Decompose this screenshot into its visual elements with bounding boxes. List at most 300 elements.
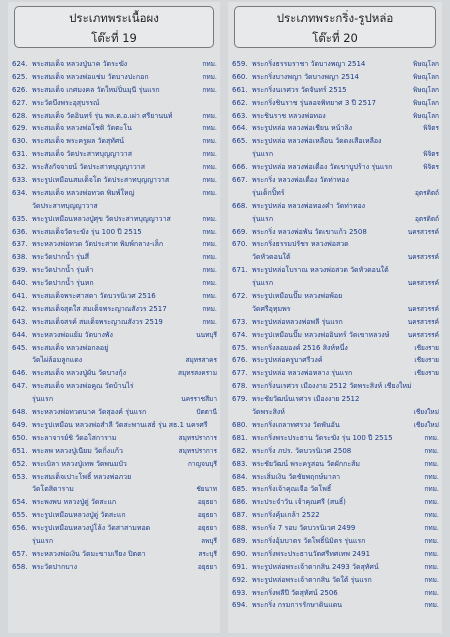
entry-text: พระสมเด็จวัดระฆัง รุ่น 100 ปี 2515 [32,227,142,236]
list-item [228,432,442,445]
entry-text: พระกริ่ง ภปร. วัดบวรนิเวศ 2508 [252,446,352,455]
list-item [8,213,220,226]
entry-text: พระสมเด็จสุดใส สมเด็จพระญาณสังวร 2517 [32,304,167,313]
entry-location: พิษณุโลก [412,111,439,120]
entry-number: 628. [12,111,28,120]
entry-text: พระชัยวัฒน์นเรศวร เมืองงาย 2512 [252,395,360,404]
list-item [228,290,442,303]
list-item [8,471,220,484]
list-item [228,238,442,251]
entry-number: 651. [12,446,28,455]
entry-text: พระรูปเหมือนสมเด็จโต วัดประสาทบุญญาวาส [32,176,170,185]
entry-number: 654. [12,498,28,507]
entry-text: พระกริ่งลอยองค์ 2516 สิงห์หนึ่ง [252,343,348,352]
entry-location: กทม. [424,524,439,533]
entry-number: 639. [12,266,28,275]
entry-location: ปัตตานี [196,408,217,417]
entry-text: พระวัดบึงพระอุสุบรรณ์ [32,98,100,107]
entry-text: รุ่นเด็กปิ้ทร์ [252,188,285,197]
entry-location: พิษณุโลก [412,85,439,94]
list-item [8,445,220,458]
list-item [8,329,220,342]
list-item [228,226,442,239]
entry-text: วัดพระสิงห์ [252,408,285,417]
entry-number: 676. [232,356,248,365]
entry-text: พระวัดปากบาง [32,562,78,571]
entry-text: พระกริ่ง หลวงพ่อเดื่อง วัดท่าทอง [252,176,349,185]
list-item [228,264,442,277]
entry-number: 634. [12,188,28,197]
entry-text: พระกริ่งอุ้มบาตร วัดโพธิ์นิมิตร รุ่นแรก [252,536,366,545]
entry-location: กทม. [424,588,439,597]
entry-text: พระหลวงพ่อทวดนาค วัดสุองค์ รุ่นแรก [32,408,147,417]
list-item [8,238,220,251]
entry-text: พระกริ่งธรรมปรัชร หลวงพ่อสวด [252,240,349,249]
entry-location: เชียงใหม่ [413,420,439,429]
entry-number: 693. [232,588,248,597]
entry-text: พระกริ่งพระประธาน วัดระฆัง รุ่น 100 ปี 2515 [252,433,393,442]
list-item [228,251,442,264]
entry-location: กทม. [202,317,217,326]
entry-text: พระสมเด็จเปาะโพธิ์ หลวงพ่อภวย [32,472,132,481]
entry-text: พระกริ่งนเรศวร วัดจันทร์ 2515 [252,85,347,94]
entry-number: 674. [232,330,248,339]
list-item [228,367,442,380]
entry-number: 685. [232,485,248,494]
entry-text: พระรูปหล่อ หลวงพ่อเดื่อง วัดเขาบูปร้าง รุ่นแรก [252,163,393,172]
entry-location: กทม. [202,279,217,288]
entry-location: กทม. [424,446,439,455]
entry-text: พระวัดปากน้ำ รุ่นหก [32,279,94,288]
list-item [228,200,442,213]
list-item [228,277,442,290]
entry-text: พระวัดปากน้ำ รุ่นห้า [32,266,94,275]
list-item [8,316,220,329]
entry-number: 629. [12,124,28,133]
list-item [8,380,220,393]
section-title: ประเภทพระเนื้อผง [69,11,159,25]
entry-location: กทม. [424,498,439,507]
entry-location: กทม. [202,72,217,81]
entry-location: กทม. [202,60,217,68]
list-item [8,174,220,187]
entry-number: 653. [12,472,28,481]
entry-text: พระหลวงพ่อทวด วัดประสาท พิมพ์กลาง-เล็ก [32,240,164,249]
entry-number: 664. [232,124,248,133]
list-item [228,522,442,535]
entry-text: พระสมเด็จพระศาสดา วัดบวรนิเวศ 2516 [32,292,156,301]
list-item [8,226,220,239]
list-item [228,58,442,71]
list-item [8,367,220,380]
list-item [8,290,220,303]
list-item [228,509,442,522]
entry-number: 635. [12,214,28,223]
entry-text: พระกริ่งนเรศวร เมืองงาย 2512 วัดพระสิงห์ เชียงใหม่ [252,382,412,391]
entry-list [228,58,442,612]
entry-number: 673. [232,317,248,326]
list-item [228,187,442,200]
entry-number: 694. [232,601,248,610]
entry-location: พิษณุโลก [412,72,439,81]
entry-number: 689. [232,536,248,545]
entry-location: สมุทรสาคร [185,356,217,365]
list-item [8,148,220,161]
list-item [8,393,220,406]
entry-location: สมุทรปราการ [178,433,217,442]
list-item [8,71,220,84]
entry-number: 672. [232,292,248,301]
entry-location: อุตรดิตถ์ [415,188,439,197]
entry-location: กาญจนบุรี [188,459,217,468]
entry-text: พระรูปเหมือนหลวงปู่โล้ง วัดสาสามทอด [32,524,151,533]
entry-text: พระสมเด็จ หลวงพ่อกลอยู่ [32,343,109,352]
entry-text: วัดหัวดอนใต้ [252,253,291,262]
entry-location: กทม. [424,485,439,494]
entry-number: 648. [12,408,28,417]
entry-number: 624. [12,60,28,68]
list-item [228,329,442,342]
entry-location: นครสวรรค์ [407,330,439,339]
entry-number: 669. [232,227,248,236]
entry-text: พระเบิลา หลวงปู่เทพ วัดพนมบัว [32,459,127,468]
entry-text: พระลาจารย์ชิ วัดอโสการาม [32,433,117,442]
entry-location: กทม. [202,266,217,275]
entry-text: พระกริ่งธรรมราชา วัดบางพญา 2514 [252,60,366,68]
entry-location: กทม. [202,150,217,159]
entry-number: 637. [12,240,28,249]
entry-location: นครราชสีมา [181,395,217,404]
entry-location: สมุทรปราการ [178,446,217,455]
entry-location: นครสวรรค์ [407,317,439,326]
list-item [8,548,220,561]
entry-location: ชัยนาท [196,485,217,494]
list-item [228,599,442,612]
entry-location: กทม. [202,176,217,185]
entry-text: พระสมเด็จ วัดประสาทบุญญาวาส [32,150,132,159]
entry-number: 660. [232,72,248,81]
entry-location: นครสวรรค์ [407,304,439,313]
list-item [8,303,220,316]
entry-number: 679. [232,395,248,404]
list-item [228,535,442,548]
entry-location: กทม. [202,304,217,313]
entry-text: พระสมเด็จสรค์ สมเด็จพระญาณสังวร 2519 [32,317,163,326]
entry-number: 633. [12,176,28,185]
entry-location: อุตรดิตถ์ [415,214,439,223]
entry-location: พิษณุโลก [412,98,439,107]
list-item [8,458,220,471]
list-item [228,122,442,135]
entry-number: 678. [232,382,248,391]
entry-location: เชียงใหม่ [413,408,439,417]
entry-text: พระลพ หลวงปู่เนียม วัดกิ่งแก้ว [32,446,123,455]
list-item [8,561,220,574]
entry-number: 650. [12,433,28,442]
list-item [8,496,220,509]
entry-number: 675. [232,343,248,352]
entry-number: 662. [232,98,248,107]
entry-text: พระกริ่งชินราช รุ่นลอจพิทยาศ 3 ปี 2517 [252,98,376,107]
entry-text: พระประจำวัน เจ้าคุณศรี (สนธิ์) [252,498,346,507]
entry-location: พิจิตร [423,163,439,172]
entry-text: วัดไผ่ล้อมลูกแดง [32,356,83,365]
entry-text: พระรูปหล่อโบราณ หลวงพ่อสวด วัดหัวดอนใต้ [252,266,389,275]
entry-location: กทม. [424,459,439,468]
entry-number: 641. [12,292,28,301]
entry-text: วัดประสาทบุญญาวาส [32,201,98,210]
entry-number: 656. [12,524,28,533]
list-item [8,509,220,522]
list-item [228,161,442,174]
entry-location: นครสวรรค์ [407,279,439,288]
list-item [228,458,442,471]
entry-text: วัดศรีอุทุมพร [252,304,291,313]
entry-location: อยุธยา [197,524,217,533]
entry-number: 652. [12,459,28,468]
entry-location: กทม. [202,214,217,223]
entry-location: กทม. [202,227,217,236]
entry-location: กทม. [424,433,439,442]
entry-number: 646. [12,369,28,378]
entry-location: กทม. [424,562,439,571]
entry-location: กทม. [424,472,439,481]
entry-location: นนทบุรี [196,330,217,339]
entry-number: 631. [12,150,28,159]
entry-location: เชียงราย [414,356,439,365]
entry-text: พระกริ่งพลีปี วัดสุทัศน์ 2506 [252,588,338,597]
entry-location: พิษณุโลก [412,60,439,68]
entry-text: พระรูปหล่อพระเจ้าตากสิน วัดใต้ รุ่นแรก [252,575,372,584]
entry-location: กทม. [424,575,439,584]
entry-text: รุ่นแรก [32,395,54,404]
table-number: โต๊ะที่ 20 [312,31,358,45]
entry-number: 644. [12,330,28,339]
list-item [8,419,220,432]
list-item [228,354,442,367]
entry-number: 640. [12,279,28,288]
entry-location: กทม. [202,111,217,120]
entry-location: พิจิตร [423,124,439,133]
entry-number: 670. [232,240,248,249]
list-item [8,58,220,71]
list-item [8,161,220,174]
entry-text: พระรูปหล่อครูบาศรีวงค์ [252,356,323,365]
entry-text: พระรูปเหมือนหลวงปู่ดู่ วัดสะแก [32,511,126,520]
entry-location: นครสวรรค์ [407,227,439,236]
list-item [228,110,442,123]
entry-number: 661. [232,85,248,94]
list-item [228,419,442,432]
entry-location: สมุทรสงคราม [178,369,217,378]
entry-location: พิจิตร [423,150,439,159]
column-right [228,2,442,633]
entry-text: พระสมเด็จ หลวงพ่อทวด พิมพ์ใหญ่ [32,188,135,197]
entry-text: พระชินราช หลวงพ่อทอง [252,111,326,120]
list-item [8,110,220,123]
entry-number: 683. [232,459,248,468]
entry-text: พระกริ่งบางพญา วัดบางพญา 2514 [252,72,359,81]
list-item [8,135,220,148]
list-item [228,471,442,484]
entry-location: อยุธยา [197,562,217,571]
entry-text: พระสมเด็จ หลวงพ่อโชติ วัดตะโน [32,124,132,133]
list-item [8,200,220,213]
entry-location: กทม. [202,85,217,94]
list-item [8,354,220,367]
entry-location: อยุธยา [197,511,217,520]
entry-text: พระรูปหล่อพระเจ้าตากสิน 2493 วัดสุทัศน์ [252,562,379,571]
entry-location: สระบุรี [198,549,217,558]
list-item [8,432,220,445]
table-number: โต๊ะที่ 19 [91,31,137,45]
entry-number: 690. [232,549,248,558]
entry-text: พระรูปหล่อ หลวงพ่อหลาง รุ่นแรก [252,369,353,378]
list-item [228,574,442,587]
entry-number: 645. [12,343,28,352]
entry-text: รุ่นแรก [252,214,274,223]
entry-text: พระวัดปากน้ำ รุ่นสี่ [32,253,89,262]
entry-text: พระกริ่งเจ้าคุณเจือ วัดโพธิ์ [252,485,332,494]
column-header [14,6,214,48]
entry-text: พระกริ่งคุ้มเกล้า 2522 [252,511,320,520]
entry-number: 687. [232,511,248,520]
entry-location: เชียงราย [414,343,439,352]
entry-text: พระกริ่ง 7 รอบ วัดบวรนิเวศ 2499 [252,524,356,533]
entry-text: พระกริ่ง หลวงพ่อพัน วัดเขาแก้ว 2508 [252,227,367,236]
entry-number: 668. [232,201,248,210]
entry-location: กทม. [202,240,217,249]
entry-text: พระรูปหล่อ หลวงพ่อเหลือน วัดดงเสือเหลือง [252,137,382,146]
entry-number: 643. [12,317,28,326]
entry-number: 682. [232,446,248,455]
list-item [228,445,442,458]
entry-text: พระรูปเหมือนปั๊ม หลวงพ่อพ้อย [252,292,343,301]
entry-text: พระชัยวัฒน์ พระครูสอน วัดผักกะส้ม [252,459,361,468]
entry-number: 632. [12,163,28,172]
entry-list [8,58,220,574]
section-title: ประเภทพระกริ่ง-รูปหล่อ [276,11,394,25]
entry-text: พระรูปเหมือน หลวงพ่อสำลี วัดสะพานเสธ์ รุ่น สธ.1 นครศรี [32,420,208,429]
entry-location: กทม. [202,137,217,146]
list-item [8,277,220,290]
entry-text: พระรูปเหมือนปั๊ม หลวงพ่ออินทร์ วัดเขาหลวงษ์ [252,330,390,339]
list-item [228,587,442,600]
list-item [8,483,220,496]
entry-location: กทม. [424,601,439,610]
entry-text: พระสมเด็จ หลวงปู่นาค วัดระฆัง [32,60,128,68]
column-header [234,6,436,48]
entry-location: กทม. [202,124,217,133]
list-item [228,303,442,316]
list-item [8,535,220,548]
list-item [228,71,442,84]
entry-text: พระเสิ่มเงิน วัดชัยพฤกษ์มาลา [252,472,341,481]
entry-text: พระสมเด็จ หลวงพ่อคูณ วัดบ้านไร่ [32,382,134,391]
list-item [228,380,442,393]
entry-location: กทม. [202,253,217,262]
list-item [8,122,220,135]
list-item [228,135,442,148]
list-item [8,251,220,264]
entry-number: 626. [12,85,28,94]
list-item [228,342,442,355]
entry-number: 636. [12,227,28,236]
entry-number: 681. [232,433,248,442]
entry-location: กทม. [202,163,217,172]
entry-location: กทม. [424,536,439,545]
list-item [228,84,442,97]
entry-text: พระหลวงพ่อเงิน วัดมะขามเรียง ปิตตา [32,549,146,558]
entry-number: 642. [12,304,28,313]
list-item [8,97,220,110]
entry-number: 692. [232,575,248,584]
entry-text: พระรูปหล่อหลวงพ่อพลี รุ่นแรก [252,317,343,326]
entry-location: กทม. [424,511,439,520]
entry-location: เชียงราย [414,369,439,378]
list-item [228,393,442,406]
list-item [228,174,442,187]
entry-text: พระสมเด็จ หลวงปู่ผัน วัดบางกุ้ง [32,369,127,378]
entry-number: 671. [232,266,248,275]
list-item [228,213,442,226]
entry-number: 691. [232,562,248,571]
entry-text: พระกริ่งเถลาทศรวง วัดพันอัน [252,420,340,429]
entry-number: 647. [12,382,28,391]
list-item [228,148,442,161]
list-item [228,496,442,509]
entry-number: 666. [232,163,248,172]
entry-location: กทม. [424,549,439,558]
list-item [8,264,220,277]
list-item [228,316,442,329]
entry-number: 649. [12,420,28,429]
entry-number: 684. [232,472,248,481]
entry-text: วัดโตสิดาราม [32,485,74,494]
entry-text: พระสมเด็จ พระครูผล วัดสุทัศน์ [32,137,125,146]
entry-text: รุ่นแรก [32,536,54,545]
entry-text: พระรูปเหมือนหลวงปู่ศุข วัดประสาทบุญญาวาส [32,214,171,223]
entry-text: พระกริ่ง กรมการรักษาดินแดน [252,601,343,610]
list-item [228,561,442,574]
entry-number: 667. [232,176,248,185]
entry-number: 630. [12,137,28,146]
list-item [8,187,220,200]
entry-text: รุ่นแรก [252,150,274,159]
entry-text: พระสมเด็จ วัดอินทร์ รุ่น พล.ต.อ.เผ่า ศรียานนท์ [32,111,173,120]
entry-number: 663. [232,111,248,120]
list-item [228,406,442,419]
entry-number: 680. [232,420,248,429]
entry-number: 655. [12,511,28,520]
entry-number: 677. [232,369,248,378]
list-item [8,522,220,535]
entry-number: 686. [232,498,248,507]
entry-location: อยุธยา [197,498,217,507]
entry-text: พระสมเด็จ หลวงพ่อแช่ม วัดบางปะกอก [32,72,149,81]
entry-text: พระสมเด็จ เกศมงคล วัดใหม่ปิ่นมุนี รุ่นแรก [32,85,160,94]
entry-location: กทม. [202,292,217,301]
entry-number: 657. [12,549,28,558]
list-item [228,548,442,561]
entry-text: พระรูปหล่อ หลวงพ่อทองคำ วัดท่าทอง [252,201,366,210]
list-item [8,84,220,97]
entry-text: พระกริ่งพระประธานวัดศรีทศเทพ 2491 [252,549,371,558]
entry-text: พระสังกัจจายน์ วัดประสาทบุญญาวาส [32,163,146,172]
entry-text: พระพงพบ หลวงปู่ดู่ วัดสะแก [32,498,117,507]
entry-number: 658. [12,562,28,571]
list-item [8,406,220,419]
